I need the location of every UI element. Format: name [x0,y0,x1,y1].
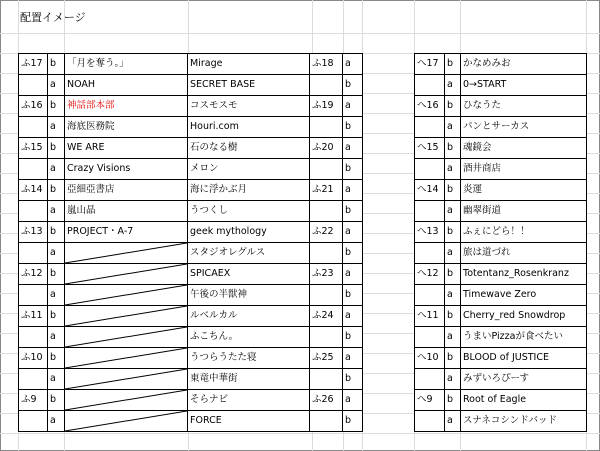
sub-label: a [48,369,65,390]
sub-label: b [445,306,461,327]
row-label: へ13 [415,222,445,243]
table-row [19,54,363,75]
table-row [415,180,587,201]
sub-label: a [48,411,65,432]
row-label: へ9 [415,390,445,411]
table-row [19,138,363,159]
sub-label: b [48,222,65,243]
table-row [415,411,587,432]
row-label [310,117,343,138]
table-row [415,54,587,75]
circle-name: 「月を奪う。」 [65,54,188,75]
row-label [19,159,48,180]
sub-label: a [445,117,461,138]
table-row [19,348,363,369]
sub-label: b [343,285,363,306]
table-row [19,117,363,138]
circle-name: 炎運 [461,180,587,201]
circle-name: パンとサーカス [461,117,587,138]
table-row [415,243,587,264]
table-row [415,306,587,327]
sub-label: b [445,96,461,117]
empty-slot-diagonal [65,327,187,347]
circle-name: 神話部本部 [65,96,188,117]
empty-slot-diagonal [65,369,187,389]
circle-name: Houri.com [188,117,310,138]
right-layout-table [414,53,587,432]
empty-slot-diagonal [65,285,187,305]
row-label [415,243,445,264]
circle-name: WE ARE [65,138,188,159]
row-label: ふ24 [310,306,343,327]
circle-name: Crazy Visions [65,159,188,180]
table-row [19,285,363,306]
empty-slot [65,264,188,285]
row-label: ふ14 [19,180,48,201]
sub-label: b [48,180,65,201]
circle-name: SPICAEX [188,264,310,285]
circle-name: ふぇにどら！！ [461,222,587,243]
sub-label: b [343,243,363,264]
sub-label: b [343,159,363,180]
sub-label: a [48,285,65,306]
circle-name: スタジオレグルス [188,243,310,264]
row-label [19,285,48,306]
row-label: ふ23 [310,264,343,285]
table-row [415,390,587,411]
circle-name: ひなうた [461,96,587,117]
row-label [415,117,445,138]
sub-label: a [343,222,363,243]
sub-label: b [445,222,461,243]
table-row [19,306,363,327]
row-label: へ17 [415,54,445,75]
empty-slot [65,348,188,369]
sub-label: a [445,243,461,264]
row-label: ふ16 [19,96,48,117]
table-row [415,348,587,369]
circle-name: 午後の半獣神 [188,285,310,306]
circle-name: 海に浮かぶ月 [188,180,310,201]
row-label: ふ18 [310,54,343,75]
empty-slot-diagonal [65,348,187,368]
row-label [415,75,445,96]
sub-label: b [48,96,65,117]
row-label [415,411,445,432]
circle-name: PROJECT・A-7 [65,222,188,243]
sub-label: a [445,327,461,348]
row-label [415,369,445,390]
sub-label: b [48,348,65,369]
sub-label: b [48,54,65,75]
circle-name: 東竜中華街 [188,369,310,390]
row-label [415,159,445,180]
circle-name: メロン [188,159,310,180]
empty-slot [65,411,188,432]
sub-label: a [445,201,461,222]
sub-label: b [445,54,461,75]
sub-label: a [48,201,65,222]
row-label [310,327,343,348]
empty-slot-diagonal [65,306,187,326]
circle-name: そらナビ [188,390,310,411]
circle-name: SECRET BASE [188,75,310,96]
sub-label: a [48,75,65,96]
row-label [19,369,48,390]
circle-name: Mirage [188,54,310,75]
row-label: ふ11 [19,306,48,327]
gridline-horizontal [0,433,600,434]
row-label: ふ12 [19,264,48,285]
circle-name: Timewave Zero [461,285,587,306]
sub-label: b [343,117,363,138]
table-row [415,96,587,117]
row-label [310,411,343,432]
sub-label: b [445,348,461,369]
sub-label: a [343,390,363,411]
table-row [415,222,587,243]
row-label [415,285,445,306]
circle-name: みずいろぴーす [461,369,587,390]
empty-slot-diagonal [65,390,187,410]
sub-label: b [445,138,461,159]
sub-label: b [343,327,363,348]
row-label [19,411,48,432]
circle-name: ふこちん。 [188,327,310,348]
sub-label: b [343,411,363,432]
sub-label: a [445,75,461,96]
empty-slot [65,390,188,411]
circle-name: geek mythology [188,222,310,243]
empty-slot [65,306,188,327]
row-label [19,327,48,348]
empty-slot [65,369,188,390]
sub-label: a [343,264,363,285]
circle-name: 海底医務院 [65,117,188,138]
table-row [415,138,587,159]
table-row [19,327,363,348]
row-label [19,117,48,138]
row-label: ふ25 [310,348,343,369]
row-label: ふ19 [310,96,343,117]
sub-label: a [48,159,65,180]
empty-slot [65,327,188,348]
sub-label: a [48,117,65,138]
empty-slot-diagonal [65,243,187,263]
sub-label: a [343,306,363,327]
row-label [415,327,445,348]
row-label: ふ13 [19,222,48,243]
sub-label: a [48,243,65,264]
table-row [415,117,587,138]
sub-label: a [343,96,363,117]
row-label [310,201,343,222]
sub-label: b [48,306,65,327]
row-label: へ10 [415,348,445,369]
row-label: ふ9 [19,390,48,411]
circle-name: 魂鏡会 [461,138,587,159]
circle-name: Totentanz_Rosenkranz [461,264,587,285]
circle-name: BLOOD of JUSTICE [461,348,587,369]
table-row [19,96,363,117]
sub-label: b [48,138,65,159]
row-label: ふ20 [310,138,343,159]
row-label [19,243,48,264]
table-row [415,264,587,285]
row-label [415,201,445,222]
circle-name: FORCE [188,411,310,432]
row-label: ふ22 [310,222,343,243]
circle-name: うまいPizzaが食べたい [461,327,587,348]
sub-label: b [445,264,461,285]
circle-name: うつらうたた寝 [188,348,310,369]
row-label: ふ21 [310,180,343,201]
empty-slot [65,285,188,306]
circle-name: かなめみお [461,54,587,75]
circle-name: NOAH [65,75,188,96]
sub-label: a [445,285,461,306]
row-label: ふ17 [19,54,48,75]
table-row [19,75,363,96]
empty-slot-diagonal [65,264,187,284]
table-row [19,411,363,432]
sub-label: a [445,369,461,390]
sub-label: b [343,369,363,390]
circle-name: ルベルカル [188,306,310,327]
row-label [19,75,48,96]
table-row [19,390,363,411]
row-label [310,75,343,96]
row-label: ふ10 [19,348,48,369]
left-layout-table [18,53,363,432]
table-row [415,201,587,222]
sub-label: a [343,54,363,75]
table-row [19,159,363,180]
sub-label: a [445,159,461,180]
row-label: ふ15 [19,138,48,159]
row-label: へ15 [415,138,445,159]
circle-name: 石のなる樹 [188,138,310,159]
circle-name: Root of Eagle [461,390,587,411]
circle-name: 0→START [461,75,587,96]
empty-slot-diagonal [65,411,187,431]
sub-label: a [343,348,363,369]
row-label: ふ26 [310,390,343,411]
sub-label: b [48,264,65,285]
sub-label: b [343,75,363,96]
table-row [19,369,363,390]
row-label [310,159,343,180]
table-row [415,159,587,180]
sub-label: a [445,411,461,432]
empty-slot [65,243,188,264]
table-row [19,264,363,285]
circle-name: 亞細亞書店 [65,180,188,201]
circle-name: 幽翠街道 [461,201,587,222]
circle-name: Cherry_red Snowdrop [461,306,587,327]
table-row [19,201,363,222]
circle-name: スナネコシンドバッド [461,411,587,432]
row-label: へ12 [415,264,445,285]
circle-name: 旅は道づれ [461,243,587,264]
circle-name: 酒井商店 [461,159,587,180]
table-row [415,285,587,306]
table-row [415,327,587,348]
circle-name: 嵐山晶 [65,201,188,222]
table-row [19,222,363,243]
sub-label: b [48,390,65,411]
row-label [310,243,343,264]
row-label [310,285,343,306]
table-row [19,180,363,201]
gridline-horizontal [0,33,600,34]
sub-label: a [48,327,65,348]
sub-label: a [343,180,363,201]
row-label: へ16 [415,96,445,117]
sub-label: b [445,390,461,411]
table-row [415,369,587,390]
row-label [310,369,343,390]
row-label: へ11 [415,306,445,327]
row-label: へ14 [415,180,445,201]
sub-label: a [343,138,363,159]
table-row [19,243,363,264]
page-title: 配置イメージ [20,11,86,24]
sub-label: b [343,201,363,222]
circle-name: うつくし [188,201,310,222]
row-label [19,201,48,222]
circle-name: コスモスモ [188,96,310,117]
table-row [415,75,587,96]
sub-label: b [445,180,461,201]
